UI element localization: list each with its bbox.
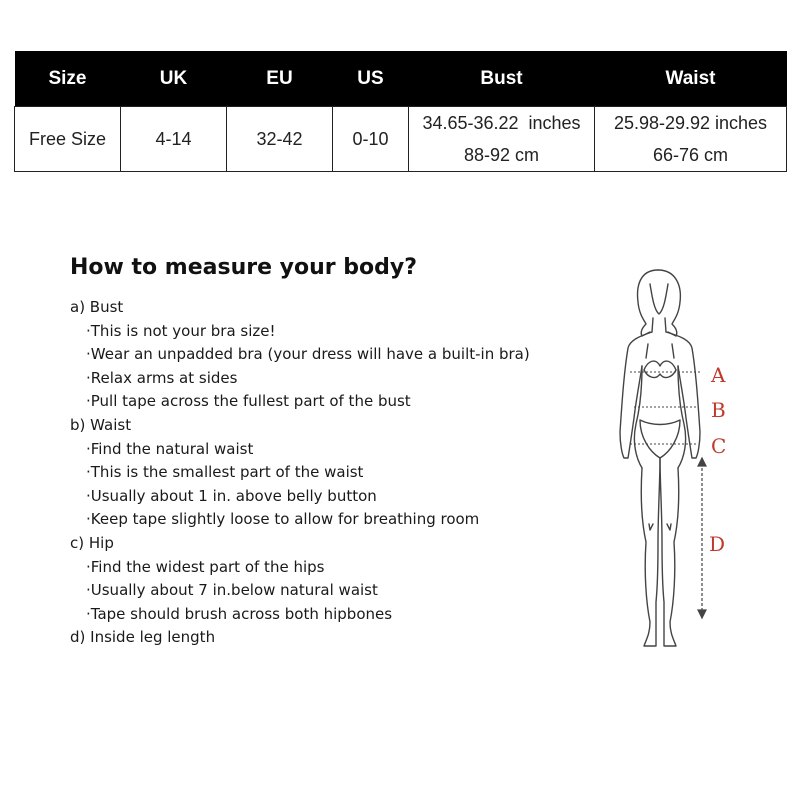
label-c: C (711, 434, 727, 458)
guide-section: b) Waist (70, 415, 132, 434)
bust-inches: 34.65-36.22 inches (422, 113, 581, 133)
header-bust: Bust (409, 51, 595, 107)
measure-labels (709, 363, 726, 556)
header-eu: EU (227, 51, 333, 107)
guide-step: ·Keep tape slightly loose to allow for breathing room (86, 510, 480, 529)
label-b: B (711, 398, 726, 422)
guide-step: ·Usually about 7 in.below natural waist (86, 581, 378, 600)
cell-waist (595, 107, 787, 172)
bust-cm: 88-92 cm (463, 145, 540, 165)
inseam-arrow (698, 458, 706, 618)
cell-bust (409, 107, 595, 172)
guide-step: ·Find the widest part of the hips (86, 557, 325, 576)
waist-inches: 25.98-29.92 inches (613, 113, 768, 133)
guide-step: ·Pull tape across the fullest part of the bust (86, 392, 411, 411)
guide-step: ·Relax arms at sides (86, 368, 238, 387)
guide-section: d) Inside leg length (70, 628, 216, 647)
guide-step: ·Tape should brush across both hipbones (86, 604, 393, 623)
cell-us: 0-10 (333, 107, 409, 172)
header-waist: Waist (595, 51, 787, 107)
label-d: D (709, 532, 726, 556)
guide-step: ·This is the smallest part of the waist (86, 463, 364, 482)
guide-title: How to measure your body? (70, 255, 418, 280)
guide-step: ·Wear an unpadded bra (your dress will have a built-in bra) (86, 345, 530, 364)
cell-size: Free Size (15, 107, 121, 172)
guide-list (70, 296, 530, 650)
table-row (15, 107, 787, 172)
size-table (14, 51, 787, 172)
size-table-header-row (15, 51, 787, 107)
guide-step: ·Usually about 1 in. above belly button (86, 486, 377, 505)
header-uk: UK (121, 51, 227, 107)
cell-eu: 32-42 (227, 107, 333, 172)
guide-step: ·This is not your bra size! (86, 321, 276, 340)
body-figure (600, 262, 740, 657)
body-outline (620, 270, 700, 646)
header-us: US (333, 51, 409, 107)
cell-uk: 4-14 (121, 107, 227, 172)
guide-step: ·Find the natural waist (86, 439, 254, 458)
header-size: Size (15, 51, 121, 107)
guide-section: c) Hip (70, 533, 114, 552)
guide-section: a) Bust (70, 298, 124, 316)
measure-lines (630, 372, 700, 444)
waist-cm: 66-76 cm (652, 145, 729, 165)
label-a: A (711, 363, 726, 387)
